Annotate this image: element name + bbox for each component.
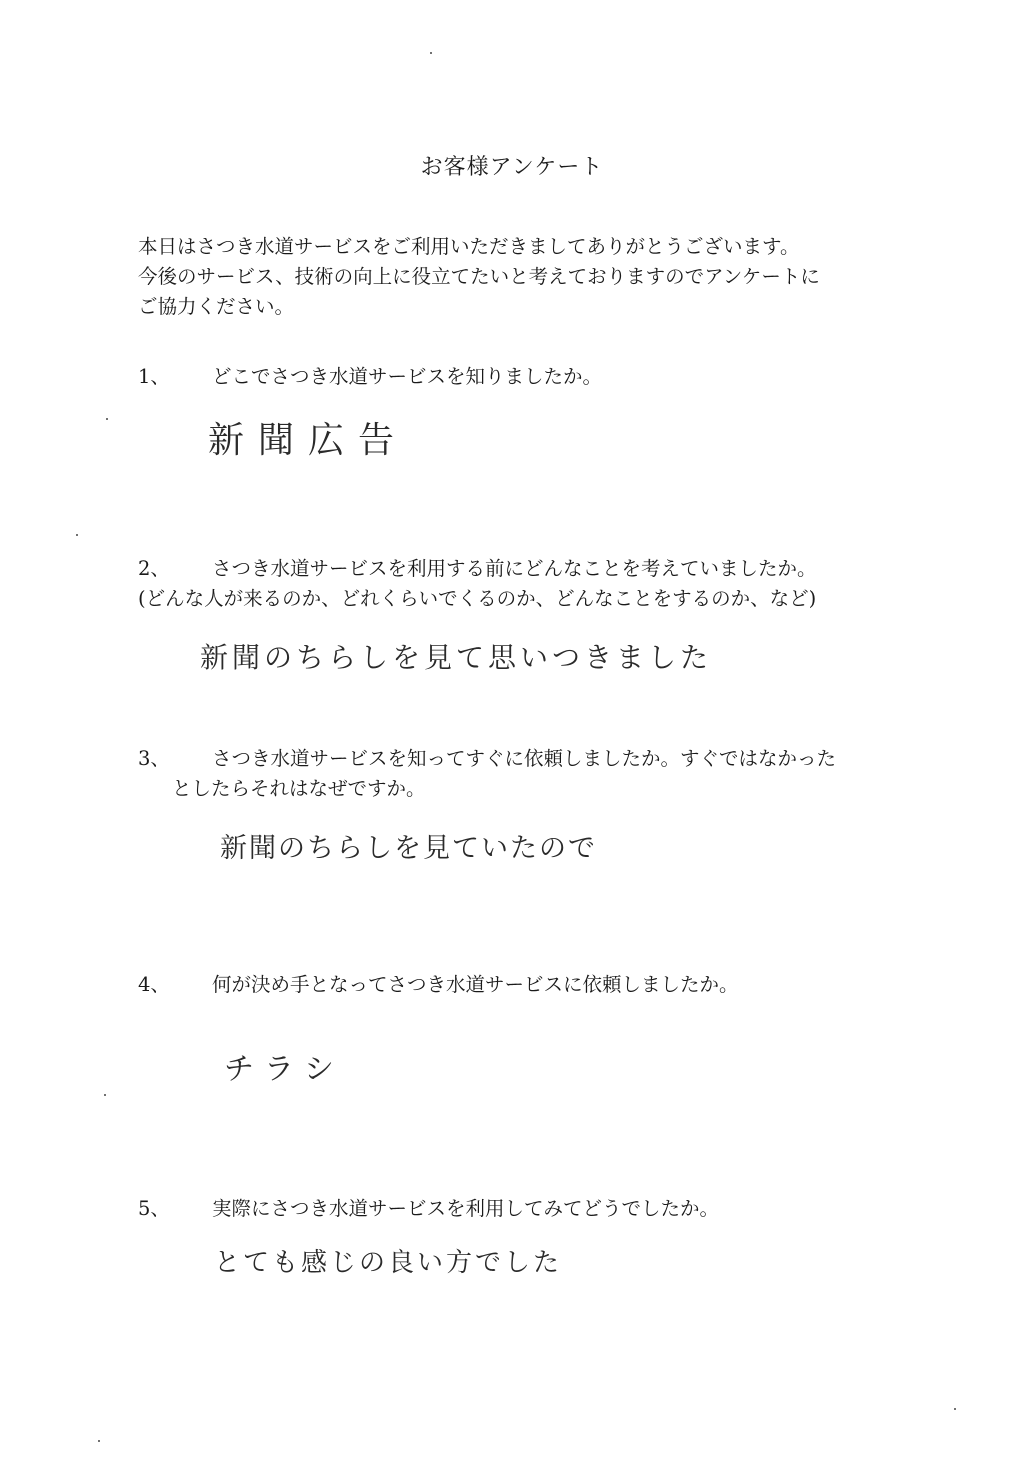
question-text: さつき水道サービスを利用する前にどんなことを考えていましたか。 — [212, 557, 817, 580]
intro-paragraph — [138, 232, 898, 322]
question-1 — [138, 362, 898, 392]
question-text: 何が決め手となってさつき水道サービスに依頼しましたか。 — [212, 973, 739, 996]
scan-speck — [954, 1408, 956, 1410]
question-3 — [138, 744, 898, 804]
scan-speck — [104, 1094, 106, 1096]
handwritten-answer-4: チラシ — [224, 1052, 344, 1087]
question-2 — [138, 554, 898, 614]
question-text: 実際にさつき水道サービスを利用してみてどうでしたか。 — [212, 1197, 720, 1220]
question-number: 2、 — [138, 557, 170, 580]
scan-speck — [98, 1440, 100, 1442]
handwritten-answer-1: 新聞広告 — [208, 420, 409, 461]
scan-speck — [106, 418, 108, 420]
handwritten-answer-2: 新聞のちらしを見て思いつきました — [200, 641, 713, 674]
question-text: どこでさつき水道サービスを知りましたか。 — [212, 365, 603, 388]
question-subtext: (どんな人が来るのか、どれくらいでくるのか、どんなことをするのか、など) — [138, 587, 817, 610]
intro-line: 今後のサービス、技術の向上に役立てたいと考えておりますのでアンケートに — [138, 265, 820, 288]
question-number: 3、 — [138, 747, 170, 770]
question-number: 4、 — [138, 973, 170, 996]
question-4 — [138, 970, 898, 1000]
question-5 — [138, 1194, 898, 1224]
question-text-continued: としたらそれはなぜですか。 — [172, 777, 426, 800]
handwritten-answer-3: 新聞のちらしを見ていたので — [220, 833, 597, 864]
handwritten-answer-5: とても感じの良い方でした — [214, 1248, 563, 1278]
scan-speck — [76, 534, 78, 536]
question-number: 1、 — [138, 365, 170, 388]
question-number: 5、 — [138, 1197, 170, 1220]
intro-line: 本日はさつき水道サービスをご利用いただきましてありがとうございます。 — [138, 235, 800, 258]
scan-speck — [430, 52, 432, 54]
intro-line: ご協力ください。 — [138, 295, 295, 318]
question-text: さつき水道サービスを知ってすぐに依頼しましたか。すぐではなかった — [212, 747, 837, 770]
page-title: お客様アンケート — [420, 155, 604, 180]
